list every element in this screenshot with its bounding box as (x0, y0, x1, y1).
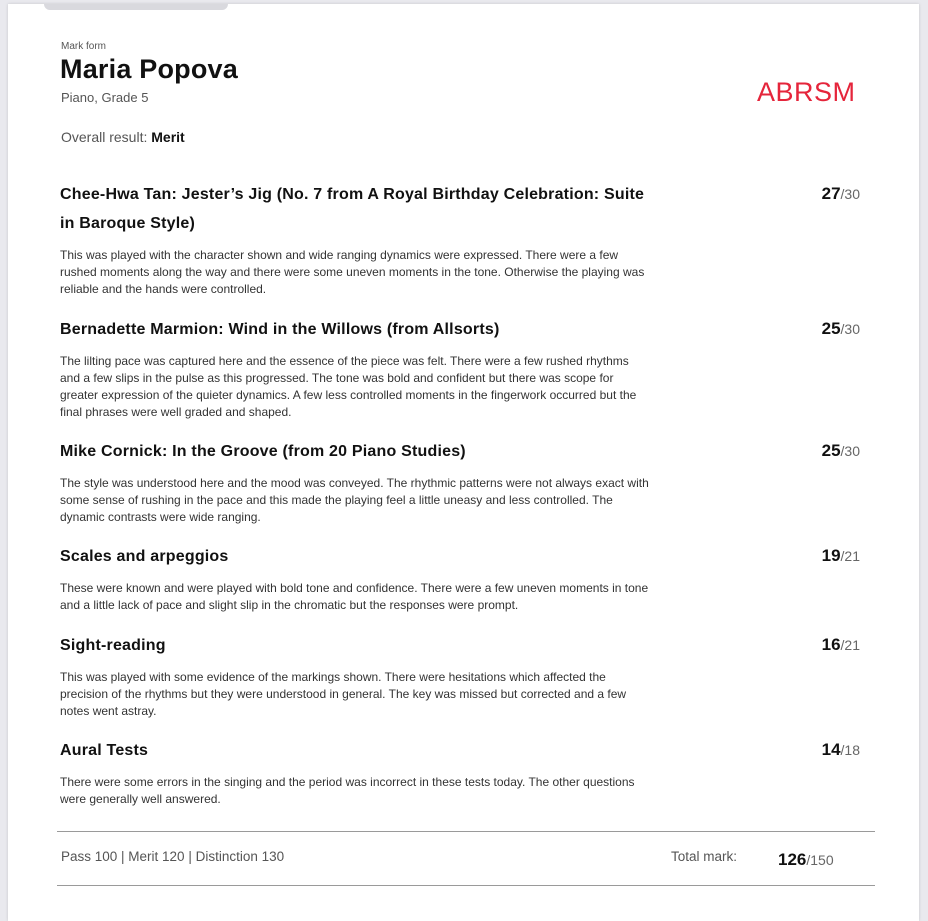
item-comment: This was played with some evidence of the markings shown. There were hesitations which affected the precision of the rhythms but they were understood in general. The key was missed but corrected and a few notes went astray. (60, 670, 627, 718)
mark-item-sight-reading (60, 631, 860, 720)
item-score-max: /30 (840, 186, 860, 202)
item-title: Aural Tests (60, 742, 149, 759)
item-comment: The style was understood here and the mood was conveyed. The rhythmic patterns were not always exact with some sense of rushing in the pace and this made the playing feel a little uneasy and less controlled. The dynamic contrasts were wide ranging. (60, 476, 649, 524)
item-comment: There were some errors in the singing and the period was incorrect in these tests today. The other questions were generally well answered. (60, 775, 635, 806)
overall-result-value: Merit (151, 129, 185, 145)
overall-result (61, 129, 185, 145)
item-score (780, 546, 860, 566)
total-mark (778, 850, 834, 870)
mark-form-sheet (8, 4, 919, 921)
mark-item-aural-tests (60, 736, 860, 808)
item-score-value: 27 (821, 184, 841, 203)
item-score-max: /30 (840, 443, 860, 459)
footer-divider-top (57, 831, 875, 832)
footer-divider-bottom (57, 885, 875, 886)
item-comment: This was played with the character shown and wide ranging dynamics were expressed. There were a few rushed moments along the way and there were some uneven moments in the tone. Otherwise the playing was reliable and the hands were controlled. (60, 248, 645, 296)
total-mark-max: /150 (806, 852, 834, 868)
item-score-max: /21 (840, 637, 860, 653)
item-score-value: 25 (821, 441, 841, 460)
abrsm-logo: ABRSM (757, 77, 856, 107)
item-score (780, 184, 860, 204)
overall-result-label: Overall result: (61, 129, 148, 145)
item-score-max: /18 (840, 742, 860, 758)
candidate-name: Maria Popova (60, 54, 238, 84)
item-score-value: 25 (821, 319, 841, 338)
item-score-value: 16 (821, 635, 841, 654)
form-label: Mark form (61, 41, 106, 52)
item-score (780, 740, 860, 760)
mark-item-scales (60, 542, 860, 614)
item-title: Bernadette Marmion: Wind in the Willows (from Allsorts) (60, 321, 500, 338)
item-score (780, 319, 860, 339)
total-mark-value: 126 (778, 850, 807, 869)
item-comment: The lilting pace was captured here and the essence of the piece was felt. There were a few rushed rhythms and a few slips in the pulse as this progressed. The tone was bold and confident but there was scope for greater expression of the quieter dynamics. A few less controlled moments in the fingerwork occurred but the final phrases were well graded and shaped. (60, 354, 637, 419)
item-title: Sight-reading (60, 637, 166, 654)
mark-item-piece-1 (60, 180, 860, 298)
item-title: Chee-Hwa Tan: Jester’s Jig (No. 7 from A Royal Birthday Celebration: Suite in Baroque Style) (60, 186, 645, 232)
item-score-max: /30 (840, 321, 860, 337)
item-score (780, 635, 860, 655)
item-score-max: /21 (840, 548, 860, 564)
mark-item-piece-3 (60, 437, 860, 526)
item-title: Mike Cornick: In the Groove (from 20 Piano Studies) (60, 443, 466, 460)
mark-item-piece-2 (60, 315, 860, 421)
grade-thresholds: Pass 100 | Merit 120 | Distinction 130 (61, 849, 285, 864)
item-score-value: 14 (821, 740, 841, 759)
item-comment: These were known and were played with bold tone and confidence. There were a few uneven moments in tone and a little lack of pace and slight slip in the chromatic but the responses were prompt. (60, 581, 649, 612)
instrument-grade: Piano, Grade 5 (61, 90, 149, 105)
item-title: Scales and arpeggios (60, 548, 229, 565)
item-score-value: 19 (821, 546, 841, 565)
page-edge (44, 4, 228, 10)
total-mark-label: Total mark: (671, 849, 738, 864)
item-score (780, 441, 860, 461)
